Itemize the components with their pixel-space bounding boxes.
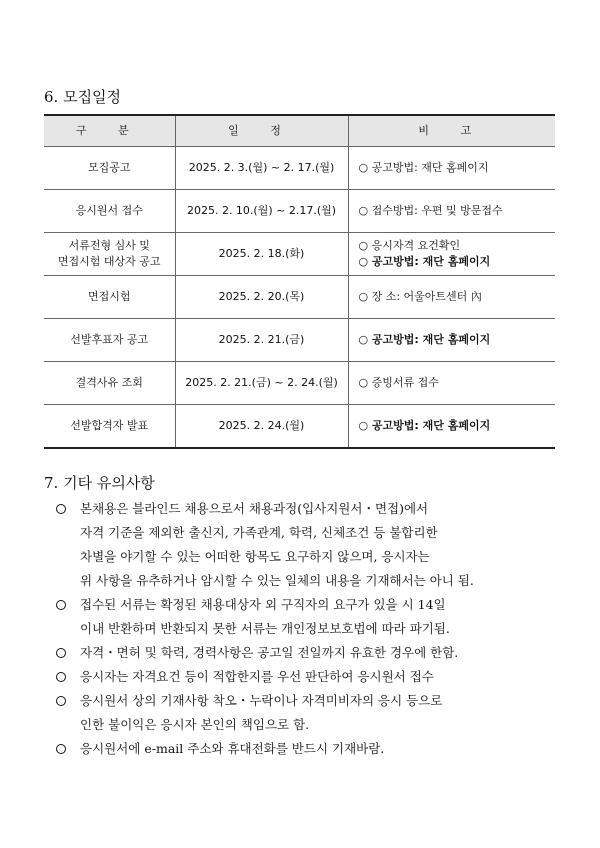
schedule-row — [44, 319, 555, 362]
schedule-category-cell-line: 모집공고 — [87, 161, 131, 174]
schedule-row — [44, 362, 555, 405]
schedule-date-cell-line: 2025. 2. 18.(화) — [218, 247, 305, 260]
note-line: 위 사항을 유추하거나 암시할 수 있는 일체의 내용을 기재해서는 아니 됨. — [80, 573, 474, 588]
schedule-category-cell — [44, 233, 175, 276]
note-item — [56, 593, 561, 641]
schedule-category-cell-line: 면접시험 대상자 공고 — [57, 255, 161, 268]
schedule-row — [44, 233, 555, 276]
schedule-note-cell-line: ○ 접수방법: 우편 및 방문접수 — [358, 204, 503, 217]
schedule-date-cell-line: 2025. 2. 10.(월) ~ 2.17.(월) — [186, 204, 337, 217]
note-line: 응시원서에 e-mail 주소와 휴대전화를 반드시 기재바람. — [80, 741, 385, 756]
section-6-title: 6. 모집일정 — [44, 88, 122, 106]
schedule-date-cell — [175, 190, 348, 233]
note-item — [56, 497, 561, 593]
schedule-date-cell-line: 2025. 2. 21.(금) ~ 2. 24.(월) — [185, 376, 338, 389]
schedule-header-row — [44, 115, 555, 147]
schedule-category-cell — [44, 190, 175, 233]
circle-bullet-icon — [56, 696, 66, 706]
schedule-category-cell-line: 면접시험 — [87, 290, 131, 303]
circle-bullet-icon — [56, 672, 66, 682]
schedule-note-cell — [348, 362, 555, 405]
note-line: 인한 불이익은 응시자 본인의 책임으로 함. — [80, 717, 310, 732]
schedule-note-cell-line: ○ 공고방법: 재단 홈페이지 — [358, 161, 489, 174]
header-notes: 비 고 — [348, 115, 555, 147]
note-item — [56, 641, 561, 665]
note-item — [56, 737, 561, 761]
schedule-category-cell — [44, 276, 175, 319]
schedule-category-cell-line: 선발후표자 공고 — [70, 333, 149, 346]
schedule-category-cell — [44, 405, 175, 449]
note-line: 응시원서 상의 기재사항 착오・누락이나 자격미비자의 응시 등으로 — [80, 693, 443, 708]
circle-bullet-icon — [56, 600, 66, 610]
schedule-category-cell-line: 결격사유 조회 — [75, 376, 143, 389]
schedule-date-cell — [175, 276, 348, 319]
circle-bullet-icon — [56, 648, 66, 658]
schedule-row — [44, 405, 555, 449]
schedule-date-cell-line: 2025. 2. 24.(월) — [218, 419, 305, 432]
schedule-date-cell — [175, 405, 348, 449]
section-7-title: 7. 기타 유의사항 — [44, 474, 155, 492]
schedule-category-cell-line: 선발합격자 발표 — [70, 419, 149, 432]
notes-list — [56, 497, 561, 761]
note-line: 이내 반환하며 반환되지 못한 서류는 개인정보보호법에 따라 파기됨. — [80, 621, 450, 636]
circle-bullet-icon — [56, 504, 66, 514]
schedule-table — [44, 114, 555, 449]
schedule-category-cell — [44, 319, 175, 362]
schedule-date-cell — [175, 319, 348, 362]
schedule-date-cell — [175, 362, 348, 405]
schedule-note-cell-line: ○ 공고방법: 재단 홈페이지 — [358, 255, 491, 268]
schedule-category-cell-line: 서류전형 심사 및 — [68, 239, 150, 252]
schedule-category-cell — [44, 362, 175, 405]
schedule-date-cell — [175, 147, 348, 190]
note-line: 본채용은 블라인드 채용으로서 채용과정(입사지원서・면접)에서 — [80, 501, 429, 516]
schedule-note-cell — [348, 276, 555, 319]
note-item — [56, 665, 561, 689]
note-line: 자격 기준을 제외한 출신지, 가족관계, 학력, 신체조건 등 불합리한 — [80, 525, 438, 540]
schedule-note-cell-line: ○ 공고방법: 재단 홈페이지 — [358, 419, 491, 432]
note-line: 차별을 야기할 수 있는 어떠한 항목도 요구하지 않으며, 응시자는 — [80, 549, 430, 564]
schedule-category-cell — [44, 147, 175, 190]
schedule-date-cell — [175, 233, 348, 276]
schedule-note-cell — [348, 233, 555, 276]
schedule-note-cell-line: ○ 증빙서류 접수 — [358, 376, 439, 389]
schedule-date-cell-line: 2025. 2. 20.(목) — [218, 290, 305, 303]
schedule-row — [44, 190, 555, 233]
note-item — [56, 689, 561, 737]
schedule-date-cell-line: 2025. 2. 21.(금) — [218, 333, 305, 346]
schedule-note-cell-line: ○ 장 소: 어울아트센터 內 — [358, 290, 482, 303]
schedule-note-cell-line: ○ 응시자격 요건확인 — [358, 239, 461, 252]
schedule-note-cell-line: ○ 공고방법: 재단 홈페이지 — [358, 333, 491, 346]
schedule-note-cell — [348, 190, 555, 233]
note-line: 접수된 서류는 확정된 채용대상자 외 구직자의 요구가 있을 시 14일 — [80, 597, 446, 612]
schedule-date-cell-line: 2025. 2. 3.(월) ~ 2. 17.(월) — [188, 161, 335, 174]
header-date: 일 정 — [175, 115, 348, 147]
schedule-category-cell-line: 응시원서 접수 — [75, 204, 143, 217]
circle-bullet-icon — [56, 744, 66, 754]
note-line: 응시자는 자격요건 등이 적합한지를 우선 판단하여 응시원서 접수 — [80, 669, 434, 684]
schedule-note-cell — [348, 147, 555, 190]
schedule-row — [44, 147, 555, 190]
schedule-row — [44, 276, 555, 319]
header-category: 구 분 — [44, 115, 175, 147]
schedule-note-cell — [348, 319, 555, 362]
note-line: 자격・면허 및 학력, 경력사항은 공고일 전일까지 유효한 경우에 한함. — [80, 645, 459, 660]
schedule-note-cell — [348, 405, 555, 449]
